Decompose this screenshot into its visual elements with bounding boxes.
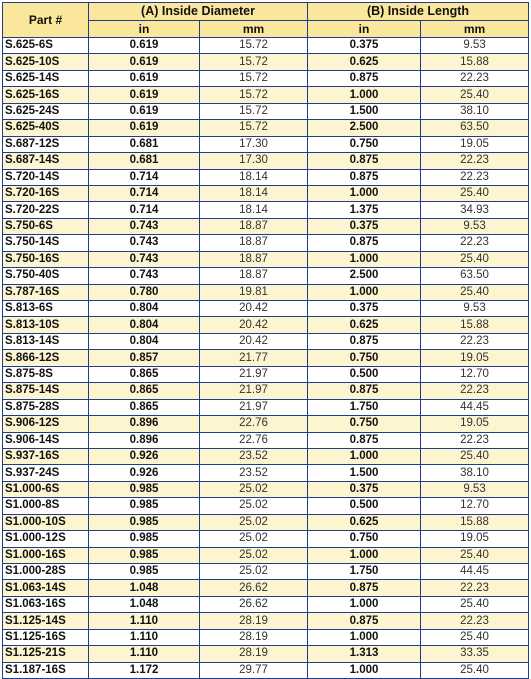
inside-length-header: (B) Inside Length — [308, 3, 529, 21]
table-body — [3, 38, 529, 679]
part-number-cell: S.813-10S — [3, 317, 89, 333]
length-in-cell: 1.000 — [308, 662, 421, 678]
table-header — [3, 3, 529, 38]
table-row — [3, 580, 529, 596]
diameter-in-cell: 1.110 — [89, 646, 200, 662]
diameter-mm-cell: 25.02 — [200, 564, 308, 580]
table-row — [3, 432, 529, 448]
part-number-cell: S1.000-28S — [3, 564, 89, 580]
length-in-cell: 0.500 — [308, 498, 421, 514]
length-in-cell: 1.000 — [308, 251, 421, 267]
diameter-in-cell: 1.172 — [89, 662, 200, 678]
part-number-cell: S.625-10S — [3, 54, 89, 70]
table-row — [3, 629, 529, 645]
diameter-in-cell: 0.926 — [89, 448, 200, 464]
diameter-in-cell: 0.743 — [89, 235, 200, 251]
part-number-cell: S.906-12S — [3, 416, 89, 432]
diameter-in-cell: 0.985 — [89, 498, 200, 514]
diameter-in-cell: 0.681 — [89, 136, 200, 152]
diameter-mm-cell: 15.72 — [200, 70, 308, 86]
diameter-in-cell: 0.743 — [89, 268, 200, 284]
diameter-in-cell: 0.743 — [89, 218, 200, 234]
part-number-cell: S.750-6S — [3, 218, 89, 234]
part-number-cell: S.937-16S — [3, 448, 89, 464]
length-mm-cell: 25.40 — [421, 629, 529, 645]
table-row — [3, 662, 529, 678]
length-in-cell: 0.625 — [308, 317, 421, 333]
length-in-cell: 1.750 — [308, 564, 421, 580]
length-in-cell: 1.500 — [308, 465, 421, 481]
length-mm-cell: 22.23 — [421, 169, 529, 185]
diameter-mm-cell: 15.72 — [200, 38, 308, 54]
part-number-cell: S.875-14S — [3, 383, 89, 399]
diameter-in-cell: 0.780 — [89, 284, 200, 300]
length-mm-cell: 12.70 — [421, 366, 529, 382]
diameter-mm-cell: 26.62 — [200, 580, 308, 596]
diameter-mm-cell: 28.19 — [200, 613, 308, 629]
diameter-in-cell: 0.926 — [89, 465, 200, 481]
part-number-cell: S.866-12S — [3, 350, 89, 366]
table-row — [3, 350, 529, 366]
diameter-in-cell: 0.865 — [89, 383, 200, 399]
part-number-cell: S1.063-16S — [3, 596, 89, 612]
length-in-cell: 0.625 — [308, 514, 421, 530]
length-mm-cell: 25.40 — [421, 185, 529, 201]
part-number-cell: S1.125-14S — [3, 613, 89, 629]
table-row — [3, 465, 529, 481]
length-mm-cell: 22.23 — [421, 432, 529, 448]
diameter-in-cell: 0.985 — [89, 481, 200, 497]
diameter-mm-cell: 21.97 — [200, 366, 308, 382]
diameter-mm-cell: 18.87 — [200, 235, 308, 251]
diameter-mm-cell: 20.42 — [200, 317, 308, 333]
length-mm-cell: 12.70 — [421, 498, 529, 514]
length-mm-cell: 34.93 — [421, 202, 529, 218]
part-number-cell: S.875-28S — [3, 399, 89, 415]
table-row — [3, 235, 529, 251]
diameter-in-cell: 0.985 — [89, 564, 200, 580]
parts-table — [2, 2, 529, 679]
table-row — [3, 54, 529, 70]
length-in-cell: 0.375 — [308, 301, 421, 317]
table-row — [3, 284, 529, 300]
inside-diameter-header: (A) Inside Diameter — [89, 3, 308, 21]
diameter-mm-cell: 18.87 — [200, 251, 308, 267]
table-row — [3, 646, 529, 662]
diameter-in-cell: 0.865 — [89, 366, 200, 382]
length-in-cell: 1.313 — [308, 646, 421, 662]
part-number-cell: S1.125-16S — [3, 629, 89, 645]
diameter-mm-cell: 21.97 — [200, 383, 308, 399]
length-in-cell: 1.500 — [308, 103, 421, 119]
part-number-cell: S.937-24S — [3, 465, 89, 481]
length-in-cell: 0.750 — [308, 136, 421, 152]
diameter-in-cell: 0.619 — [89, 38, 200, 54]
length-mm-cell: 15.88 — [421, 54, 529, 70]
diameter-mm-cell: 18.87 — [200, 218, 308, 234]
diameter-mm-header: mm — [200, 21, 308, 38]
diameter-mm-cell: 25.02 — [200, 547, 308, 563]
table-row — [3, 38, 529, 54]
length-in-cell: 0.750 — [308, 350, 421, 366]
length-in-cell: 2.500 — [308, 268, 421, 284]
part-number-cell: S.720-16S — [3, 185, 89, 201]
table-row — [3, 136, 529, 152]
table-row — [3, 218, 529, 234]
diameter-in-cell: 0.804 — [89, 301, 200, 317]
part-number-cell: S.813-6S — [3, 301, 89, 317]
length-in-cell: 0.875 — [308, 383, 421, 399]
table-row — [3, 564, 529, 580]
part-number-cell: S1.000-10S — [3, 514, 89, 530]
table-row — [3, 103, 529, 119]
length-mm-cell: 25.40 — [421, 87, 529, 103]
length-mm-cell: 19.05 — [421, 136, 529, 152]
part-number-cell: S.625-6S — [3, 38, 89, 54]
part-number-cell: S.625-40S — [3, 120, 89, 136]
diameter-mm-cell: 25.02 — [200, 531, 308, 547]
diameter-in-cell: 0.619 — [89, 103, 200, 119]
table-row — [3, 481, 529, 497]
length-mm-cell: 25.40 — [421, 448, 529, 464]
diameter-mm-cell: 21.97 — [200, 399, 308, 415]
length-mm-cell: 38.10 — [421, 465, 529, 481]
length-in-cell: 1.750 — [308, 399, 421, 415]
length-in-cell: 1.000 — [308, 547, 421, 563]
diameter-in-cell: 0.985 — [89, 531, 200, 547]
length-mm-cell: 44.45 — [421, 564, 529, 580]
part-number-cell: S.750-14S — [3, 235, 89, 251]
diameter-mm-cell: 22.76 — [200, 432, 308, 448]
diameter-mm-cell: 28.19 — [200, 646, 308, 662]
diameter-mm-cell: 20.42 — [200, 301, 308, 317]
length-in-cell: 1.000 — [308, 185, 421, 201]
part-number-cell: S.875-8S — [3, 366, 89, 382]
diameter-in-cell: 0.985 — [89, 547, 200, 563]
table-row — [3, 383, 529, 399]
diameter-in-cell: 0.714 — [89, 169, 200, 185]
table-row — [3, 120, 529, 136]
length-mm-cell: 63.50 — [421, 268, 529, 284]
diameter-mm-cell: 18.14 — [200, 202, 308, 218]
diameter-in-cell: 0.619 — [89, 120, 200, 136]
length-in-cell: 0.875 — [308, 235, 421, 251]
diameter-mm-cell: 19.81 — [200, 284, 308, 300]
table-row — [3, 268, 529, 284]
length-mm-cell: 22.23 — [421, 153, 529, 169]
table-row — [3, 301, 529, 317]
part-number-cell: S.625-14S — [3, 70, 89, 86]
diameter-in-cell: 1.110 — [89, 629, 200, 645]
length-mm-cell: 25.40 — [421, 662, 529, 678]
part-number-cell: S1.187-16S — [3, 662, 89, 678]
length-mm-cell: 25.40 — [421, 251, 529, 267]
length-in-header: in — [308, 21, 421, 38]
length-mm-cell: 19.05 — [421, 531, 529, 547]
diameter-in-cell: 1.048 — [89, 580, 200, 596]
length-in-cell: 0.875 — [308, 580, 421, 596]
length-mm-cell: 44.45 — [421, 399, 529, 415]
length-mm-cell: 22.23 — [421, 383, 529, 399]
table-row — [3, 416, 529, 432]
part-number-cell: S1.125-21S — [3, 646, 89, 662]
diameter-in-cell: 0.865 — [89, 399, 200, 415]
length-mm-cell: 19.05 — [421, 350, 529, 366]
table-row — [3, 613, 529, 629]
length-in-cell: 0.750 — [308, 531, 421, 547]
diameter-mm-cell: 23.52 — [200, 448, 308, 464]
table-row — [3, 366, 529, 382]
length-mm-cell: 9.53 — [421, 218, 529, 234]
part-number-cell: S.625-24S — [3, 103, 89, 119]
table-row — [3, 531, 529, 547]
length-mm-cell: 22.23 — [421, 580, 529, 596]
table-row — [3, 185, 529, 201]
diameter-mm-cell: 15.72 — [200, 120, 308, 136]
length-in-cell: 1.000 — [308, 596, 421, 612]
length-in-cell: 0.875 — [308, 333, 421, 349]
length-in-cell: 1.000 — [308, 284, 421, 300]
part-number-cell: S1.000-6S — [3, 481, 89, 497]
length-mm-header: mm — [421, 21, 529, 38]
length-mm-cell: 22.23 — [421, 70, 529, 86]
length-in-cell: 1.000 — [308, 448, 421, 464]
diameter-in-cell: 0.857 — [89, 350, 200, 366]
part-number-cell: S.750-40S — [3, 268, 89, 284]
length-mm-cell: 22.23 — [421, 613, 529, 629]
diameter-mm-cell: 15.72 — [200, 103, 308, 119]
part-number-cell: S.687-12S — [3, 136, 89, 152]
part-number-cell: S.720-14S — [3, 169, 89, 185]
diameter-mm-cell: 22.76 — [200, 416, 308, 432]
table-row — [3, 399, 529, 415]
length-mm-cell: 38.10 — [421, 103, 529, 119]
diameter-mm-cell: 17.30 — [200, 153, 308, 169]
length-in-cell: 1.000 — [308, 629, 421, 645]
table-row — [3, 498, 529, 514]
diameter-mm-cell: 17.30 — [200, 136, 308, 152]
diameter-mm-cell: 15.72 — [200, 87, 308, 103]
diameter-in-cell: 0.804 — [89, 317, 200, 333]
diameter-mm-cell: 25.02 — [200, 498, 308, 514]
table-row — [3, 70, 529, 86]
diameter-mm-cell: 28.19 — [200, 629, 308, 645]
diameter-in-cell: 0.714 — [89, 185, 200, 201]
diameter-mm-cell: 25.02 — [200, 514, 308, 530]
diameter-in-cell: 0.743 — [89, 251, 200, 267]
diameter-mm-cell: 26.62 — [200, 596, 308, 612]
diameter-mm-cell: 29.77 — [200, 662, 308, 678]
length-mm-cell: 9.53 — [421, 38, 529, 54]
table-row — [3, 251, 529, 267]
length-mm-cell: 15.88 — [421, 514, 529, 530]
diameter-in-cell: 0.619 — [89, 87, 200, 103]
part-number-cell: S.787-16S — [3, 284, 89, 300]
table-row — [3, 169, 529, 185]
diameter-in-cell: 0.896 — [89, 432, 200, 448]
part-number-cell: S.750-16S — [3, 251, 89, 267]
diameter-in-cell: 0.619 — [89, 54, 200, 70]
part-number-cell: S.625-16S — [3, 87, 89, 103]
length-in-cell: 0.375 — [308, 38, 421, 54]
diameter-mm-cell: 20.42 — [200, 333, 308, 349]
diameter-mm-cell: 18.14 — [200, 169, 308, 185]
length-mm-cell: 15.88 — [421, 317, 529, 333]
length-in-cell: 0.875 — [308, 153, 421, 169]
part-number-cell: S.906-14S — [3, 432, 89, 448]
length-in-cell: 0.500 — [308, 366, 421, 382]
length-in-cell: 0.875 — [308, 613, 421, 629]
table-row — [3, 596, 529, 612]
diameter-in-cell: 0.985 — [89, 514, 200, 530]
part-number-cell: S.687-14S — [3, 153, 89, 169]
table-row — [3, 547, 529, 563]
table-row — [3, 333, 529, 349]
part-number-cell: S.720-22S — [3, 202, 89, 218]
part-number-cell: S1.063-14S — [3, 580, 89, 596]
length-in-cell: 1.375 — [308, 202, 421, 218]
length-in-cell: 0.625 — [308, 54, 421, 70]
table-row — [3, 514, 529, 530]
length-in-cell: 2.500 — [308, 120, 421, 136]
length-mm-cell: 25.40 — [421, 284, 529, 300]
length-in-cell: 0.875 — [308, 70, 421, 86]
length-in-cell: 0.750 — [308, 416, 421, 432]
table-row — [3, 317, 529, 333]
diameter-in-cell: 0.896 — [89, 416, 200, 432]
diameter-in-cell: 1.110 — [89, 613, 200, 629]
length-mm-cell: 25.40 — [421, 547, 529, 563]
diameter-mm-cell: 25.02 — [200, 481, 308, 497]
length-mm-cell: 9.53 — [421, 301, 529, 317]
length-mm-cell: 63.50 — [421, 120, 529, 136]
diameter-mm-cell: 23.52 — [200, 465, 308, 481]
table-row — [3, 448, 529, 464]
diameter-mm-cell: 15.72 — [200, 54, 308, 70]
diameter-in-cell: 1.048 — [89, 596, 200, 612]
length-mm-cell: 19.05 — [421, 416, 529, 432]
table-row — [3, 87, 529, 103]
part-number-cell: S.813-14S — [3, 333, 89, 349]
diameter-in-cell: 0.681 — [89, 153, 200, 169]
length-mm-cell: 33.35 — [421, 646, 529, 662]
diameter-mm-cell: 18.87 — [200, 268, 308, 284]
part-number-header: Part # — [3, 3, 89, 38]
length-mm-cell: 22.23 — [421, 235, 529, 251]
length-mm-cell: 9.53 — [421, 481, 529, 497]
length-mm-cell: 22.23 — [421, 333, 529, 349]
diameter-mm-cell: 18.14 — [200, 185, 308, 201]
length-in-cell: 1.000 — [308, 87, 421, 103]
part-number-cell: S1.000-8S — [3, 498, 89, 514]
length-mm-cell: 25.40 — [421, 596, 529, 612]
table-row — [3, 202, 529, 218]
table-row — [3, 153, 529, 169]
length-in-cell: 0.875 — [308, 169, 421, 185]
diameter-in-cell: 0.619 — [89, 70, 200, 86]
part-number-cell: S1.000-12S — [3, 531, 89, 547]
diameter-in-cell: 0.714 — [89, 202, 200, 218]
diameter-mm-cell: 21.77 — [200, 350, 308, 366]
diameter-in-cell: 0.804 — [89, 333, 200, 349]
length-in-cell: 0.375 — [308, 481, 421, 497]
part-number-cell: S1.000-16S — [3, 547, 89, 563]
length-in-cell: 0.875 — [308, 432, 421, 448]
length-in-cell: 0.375 — [308, 218, 421, 234]
diameter-in-header: in — [89, 21, 200, 38]
